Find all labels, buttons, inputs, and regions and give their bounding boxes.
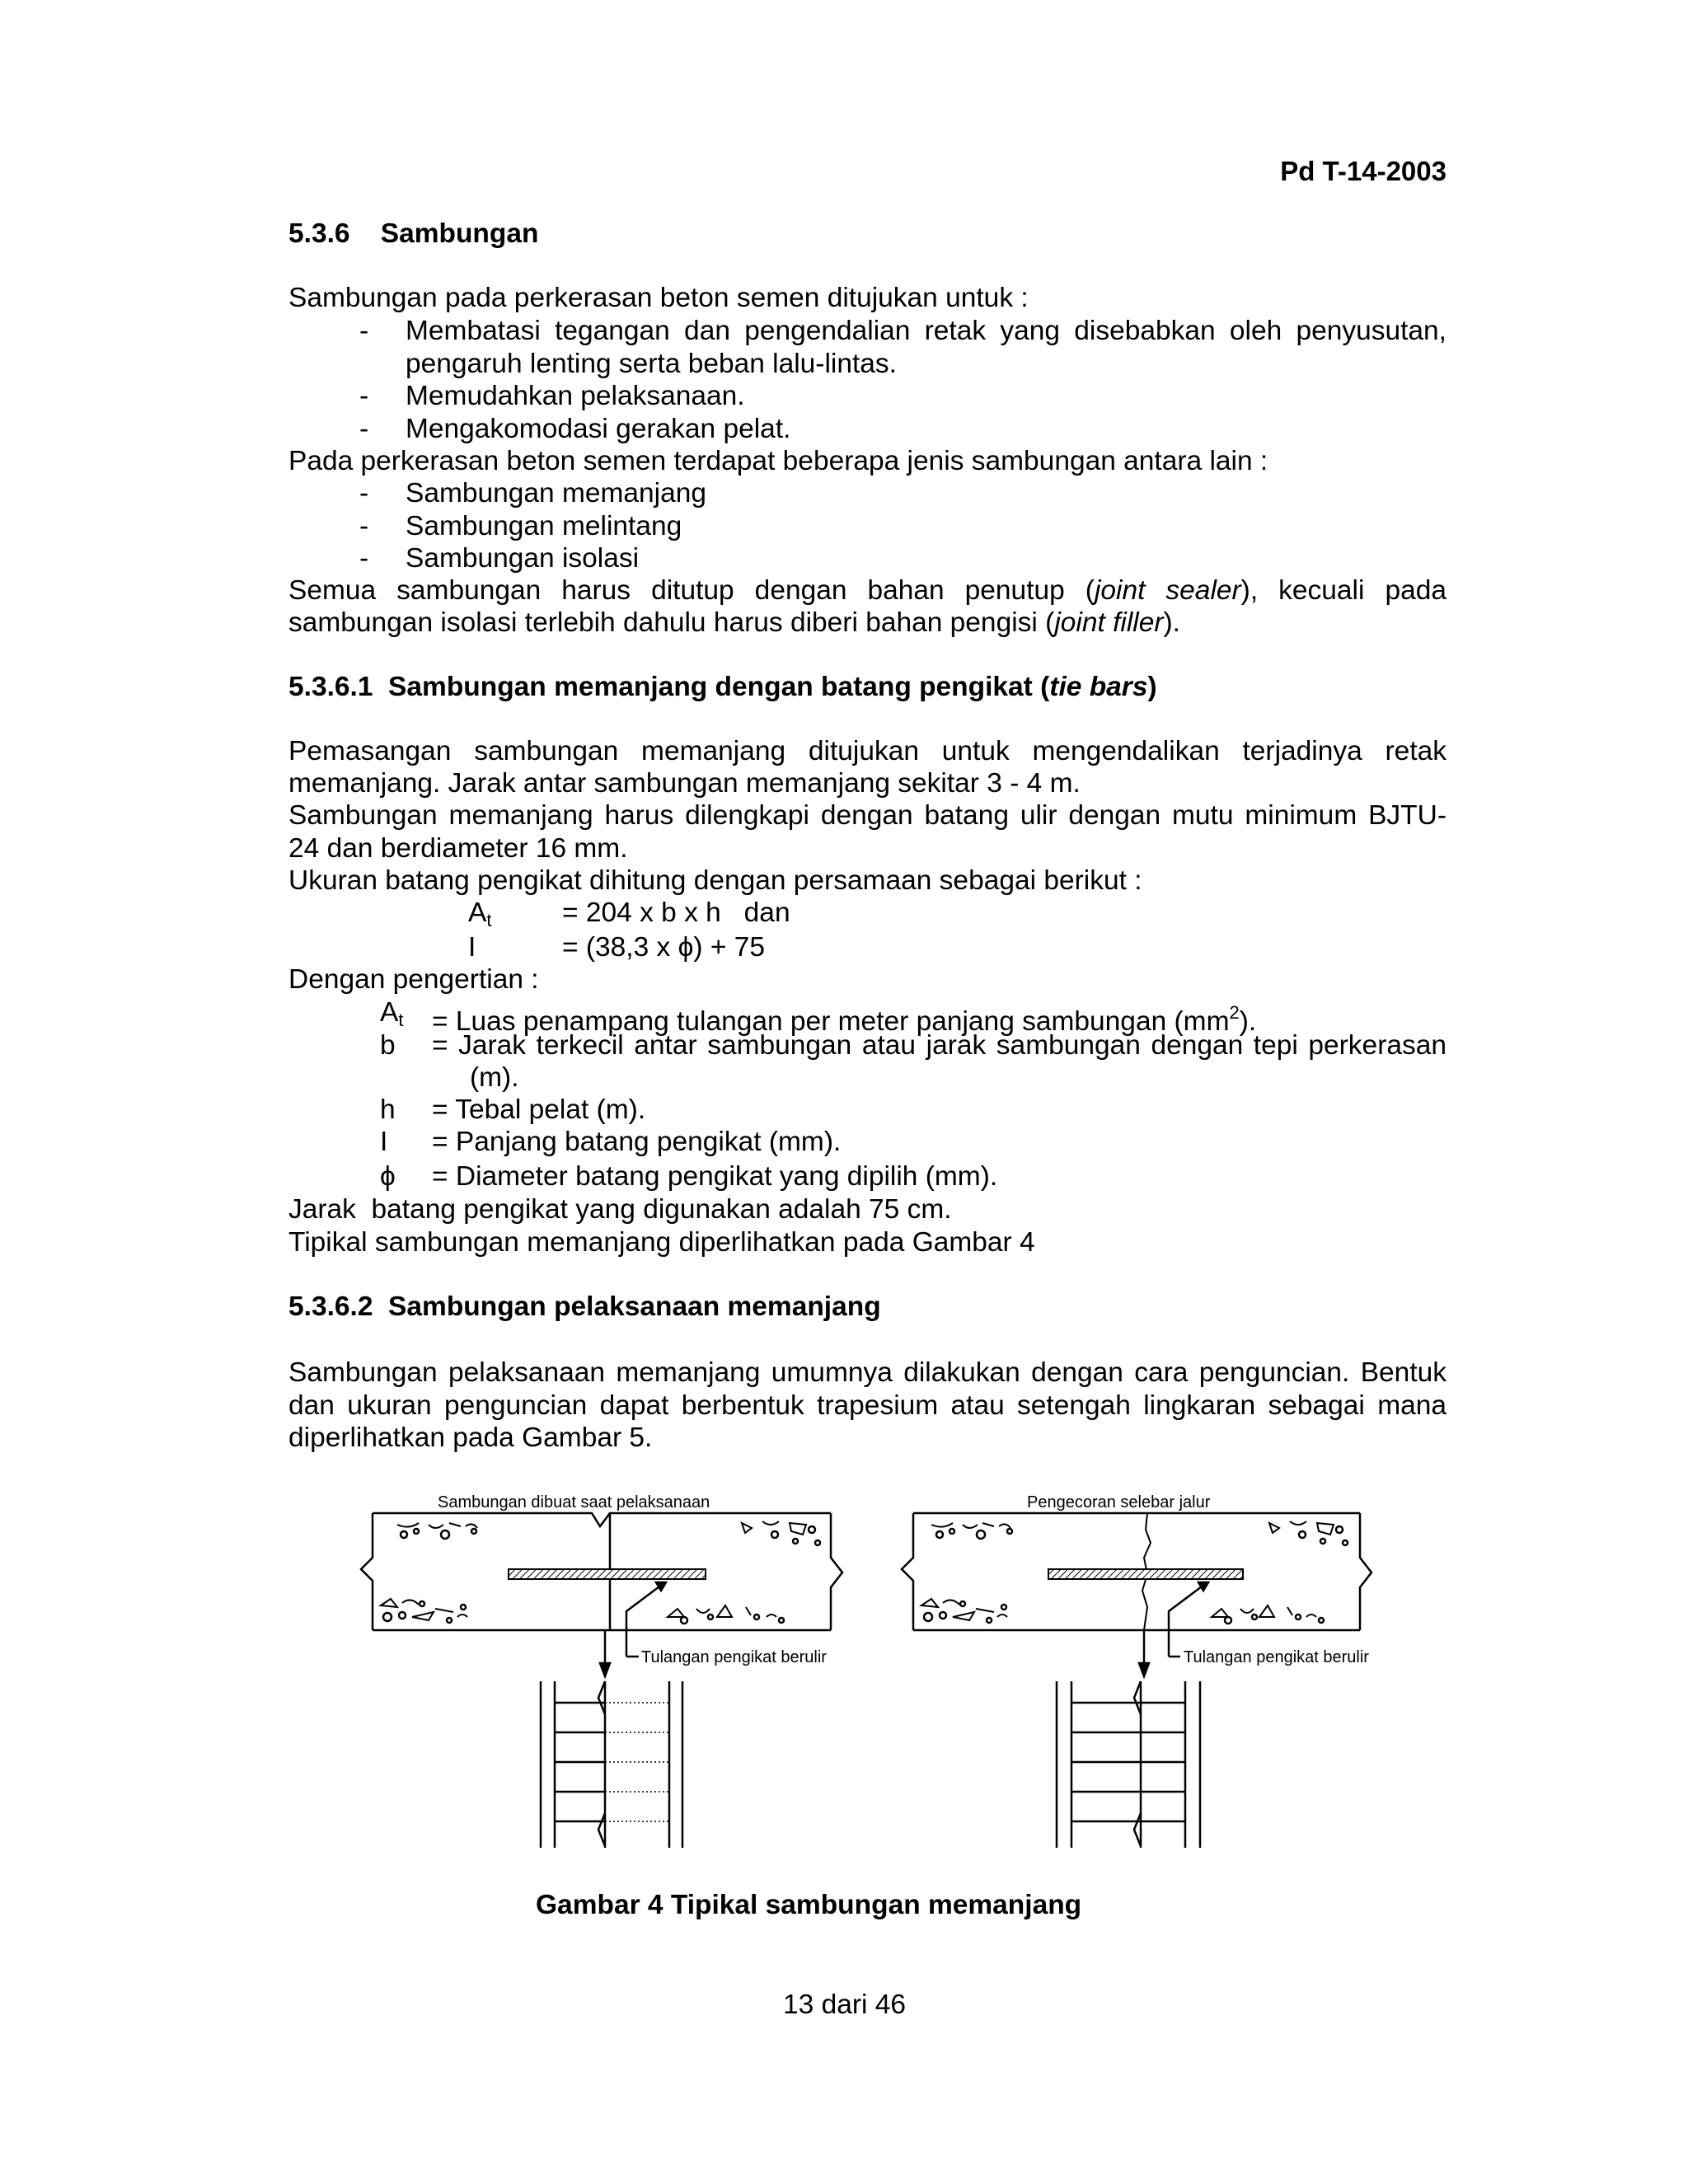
left-bar-label: Tulangan pengikat berulir xyxy=(641,1648,827,1666)
label-leader xyxy=(626,1586,659,1657)
phi-symbol: ϕ xyxy=(678,932,694,963)
left-plan-view xyxy=(541,1681,682,1848)
purpose-item: Memudahkan pelaksanaan. xyxy=(406,381,745,411)
section-heading-5-3-6-1: 5.3.6.1 Sambungan memanjang dengan batang pengikat (tie bars) xyxy=(288,672,1157,702)
right-figure-title: Pengecoran selebar jalur xyxy=(1027,1493,1211,1511)
definition-symbol: $A_t$ xyxy=(380,997,404,1030)
tie-bar xyxy=(1048,1569,1243,1579)
bullet-dash: - xyxy=(359,381,369,411)
definition-text: = Jarak terkecil antar sambungan atau jarak sambungan dengan tepi perkerasan xyxy=(432,1030,1447,1061)
paragraph-line: 24 dan berdiameter 16 mm. xyxy=(288,833,628,864)
equation-symbol: $A_t$ xyxy=(468,898,492,930)
paragraph-line: Sambungan pelaksanaan memanjang umumnya dilakukan dengan cara penguncian. Bentuk xyxy=(288,1357,1447,1388)
right-left-break-line xyxy=(902,1513,913,1630)
section-heading-5-3-6: 5.3.6 Sambungan xyxy=(288,218,539,249)
definition-symbol: h xyxy=(380,1094,396,1125)
label-leader-arrow xyxy=(1198,1582,1208,1591)
tie-bar xyxy=(509,1569,706,1579)
bullet-dash: - xyxy=(359,543,369,574)
sealer-paragraph-line1: Semua sambungan harus ditutup dengan bahan penutup (joint sealer), kecuali pada xyxy=(288,575,1447,606)
right-break-line xyxy=(831,1513,842,1630)
intro-text: Sambungan pada perkerasan beton semen ditujukan untuk : xyxy=(288,283,1029,313)
paragraph-line: dan ukuran penguncian dapat berbentuk trapesium atau setengah lingkaran sebagai mana xyxy=(288,1390,1447,1421)
bullet-dash: - xyxy=(359,478,369,509)
joint-type-item: Sambungan isolasi xyxy=(406,543,640,574)
definition-text-continuation: (m). xyxy=(470,1062,519,1093)
paragraph-line: memanjang. Jarak antar sambungan memanjang sekitar 3 - 4 m. xyxy=(288,768,1081,799)
paragraph-line: Ukuran batang pengikat dihitung dengan persamaan sebagai berikut : xyxy=(288,865,1142,896)
definition-text: = Luas penampang tulangan per meter panjang sambungan $(mm^2)$. xyxy=(432,1002,1257,1037)
paragraph-line: Sambungan memanjang harus dilengkapi dengan batang ulir dengan mutu minimum BJTU- xyxy=(288,800,1447,831)
equation-rhs: = (38,3 x ϕ) + 75 xyxy=(562,932,765,963)
left-break-line xyxy=(361,1513,373,1630)
paragraph-line: diperlihatkan pada Gambar 5. xyxy=(288,1422,653,1453)
joint-type-item: Sambungan melintang xyxy=(406,511,682,541)
document-code: Pd T-14-2003 xyxy=(1280,156,1447,186)
purpose-item: Mengakomodasi gerakan pelat. xyxy=(406,414,791,444)
left-slab-top xyxy=(373,1513,831,1526)
label-leader xyxy=(1169,1586,1202,1657)
section-heading-5-3-6-2: 5.3.6.2 Sambungan pelaksanaan memanjang xyxy=(288,1291,881,1322)
bullet-dash: - xyxy=(359,511,369,541)
left-joint-figure xyxy=(361,1493,842,1848)
definition-text: = Diameter batang pengikat yang dipilih (mm). xyxy=(432,1161,998,1192)
equation-symbol: I xyxy=(468,932,476,963)
definitions-intro: Dengan pengertian : xyxy=(288,964,539,995)
types-intro: Pada perkerasan beton semen terdapat beberapa jenis sambungan antara lain : xyxy=(288,446,1268,476)
label-leader-arrow xyxy=(656,1582,666,1591)
right-plan-view xyxy=(1057,1681,1200,1848)
left-figure-title: Sambungan dibuat saat pelaksanaan xyxy=(438,1493,710,1511)
purpose-item: Membatasi tegangan dan pengendalian retak yang disebabkan oleh penyusutan, xyxy=(406,316,1447,346)
sealer-paragraph-line2: sambungan isolasi terlebih dahulu harus diberi bahan pengisi (joint filler). xyxy=(288,607,1180,638)
definition-symbol: ϕ xyxy=(380,1161,396,1192)
purpose-item-continuation: pengaruh lenting serta beban lalu-lintas. xyxy=(406,349,897,379)
bullet-dash: - xyxy=(359,414,369,444)
down-arrow-head xyxy=(600,1663,610,1676)
definition-text: = Tebal pelat (m). xyxy=(432,1094,646,1125)
paragraph-line: Jarak batang pengikat yang digunakan adalah 75 cm. xyxy=(288,1194,952,1225)
bullet-dash: - xyxy=(359,316,369,346)
definition-symbol: b xyxy=(380,1030,396,1061)
paragraph-line: Tipikal sambungan memanjang diperlihatkan pada Gambar 4 xyxy=(288,1227,1035,1258)
right-bar-label: Tulangan pengikat berulir xyxy=(1184,1648,1369,1666)
definition-text: = Panjang batang pengikat (mm). xyxy=(432,1127,842,1157)
definition-symbol: I xyxy=(380,1127,388,1157)
right-joint-figure xyxy=(902,1493,1372,1848)
paragraph-line: Pemasangan sambungan memanjang ditujukan untuk mengendalikan terjadinya retak xyxy=(288,736,1447,766)
down-arrow-head xyxy=(1139,1663,1149,1676)
page-number: 13 dari 46 xyxy=(783,1990,906,2020)
joint-type-item: Sambungan memanjang xyxy=(406,478,707,509)
figure-caption: Gambar 4 Tipikal sambungan memanjang xyxy=(536,1890,1082,1920)
equation-rhs: = 204 x b x h dan xyxy=(562,898,790,928)
right-right-break-line xyxy=(1360,1513,1372,1630)
